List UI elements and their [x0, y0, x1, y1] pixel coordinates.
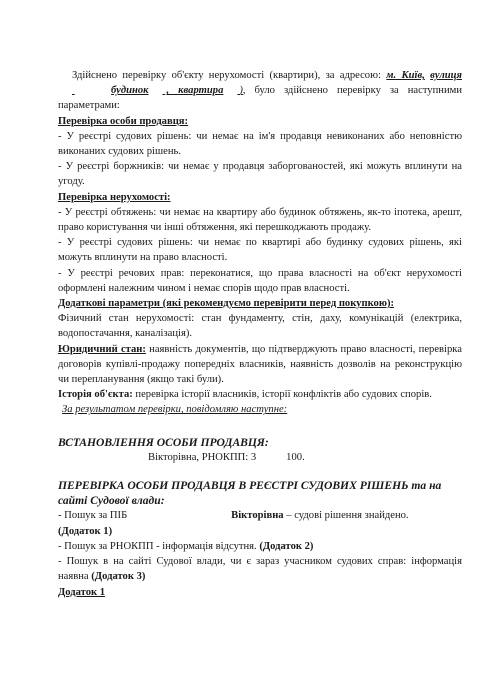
annex1-ref: (Додаток 1)	[58, 525, 113, 537]
property-check-item: - У реєстрі обтяжень: чи немає на квартиру або будинок обтяжень, як-то іпотека, арешт, право користування чи інші обтяження, які перешкоджають продажу.	[58, 206, 462, 234]
close-paren: )	[239, 85, 243, 97]
court-check-heading	[58, 478, 462, 508]
intro-text: Здійснено перевірку об'єкту нерухомості (квартири), за адресою:	[72, 70, 381, 81]
legal-state-paragraph	[58, 342, 462, 388]
history-paragraph	[58, 387, 462, 402]
property-check-item: - У реєстрі судових рішень: чи немає по квартирі або будинку судових рішень, які можуть вплинути на право власності.	[58, 237, 462, 264]
search-pib-label: - Пошук за ПІБ	[58, 510, 128, 522]
search-pib-result: – судові рішення знайдено.	[283, 510, 409, 522]
apartment-label: , квартира	[166, 85, 224, 97]
property-check-heading: Перевірка нерухомості:	[58, 191, 171, 203]
search-pib-name: Вікторівна	[231, 510, 284, 522]
building-label: будинок	[111, 85, 149, 97]
seller-check-heading: Перевірка особи продавця:	[58, 115, 189, 127]
results-intro: За результатом перевірки, повідомляю наступне:	[62, 404, 288, 416]
annex2-ref: (Додаток 2)	[256, 540, 314, 552]
search-court-text: - Пошук в на сайті Судової влади, чи є зараз учасником судових справ: інформація наявна	[58, 556, 462, 583]
apartment-blank	[223, 83, 239, 98]
search-pib-line	[58, 508, 462, 523]
identity-line	[58, 450, 462, 465]
history-label: Історія об'єкта:	[58, 389, 133, 401]
court-check-heading-tail: та на сайті Судової влади:	[58, 479, 442, 508]
document-page	[58, 68, 462, 600]
search-court-line	[58, 554, 462, 584]
physical-state: Фізичний стан нерухомості: стан фундаменту, стін, даху, комунікацій (електрика, водопостачання, каналізація).	[58, 313, 462, 340]
seller-check-item: - У реєстрі судових рішень: чи немає на ім'я продавця невиконаних або неповністю виконаних судових рішень.	[58, 130, 462, 158]
intro-after: , було здійснено перевірку за наступними параметрами:	[58, 85, 462, 112]
property-check-item: - У реєстрі речових прав: переконатися, що права власності на об'єкт нерухомості оформлені належним чином і немає спорів щодо прав власності.	[58, 267, 462, 294]
annex1-heading: Додаток 1	[58, 586, 106, 598]
identity-heading: ВСТАНОВЛЕННЯ ОСОБИ ПРОДАВЦЯ:	[58, 435, 269, 449]
search-rnokpp-text: - Пошук за РНОКПП - інформація відсутня.	[58, 540, 257, 552]
identity-redacted	[256, 450, 286, 465]
court-check-heading-main: ПЕРЕВІРКА ОСОБИ ПРОДАВЦЯ В РЕЄСТРІ СУДОВИХ РІШЕНЬ	[58, 479, 409, 493]
search-rnokpp-line	[58, 539, 462, 554]
seller-check-item: - У реєстрі боржників: чи немає у продавця заборгованостей, які можуть вплинути на угоду.	[58, 161, 462, 188]
annex3-ref: (Додаток 3)	[88, 571, 146, 583]
identity-part1: Вікторівна, РНОКПП: 3	[148, 451, 257, 463]
additional-heading: Додаткові параметри (які рекомендуємо перевірити перед покупкою):	[58, 298, 394, 310]
intro-paragraph	[58, 68, 462, 114]
pib-redacted	[127, 508, 231, 523]
city-text: м. Київ,	[386, 70, 425, 81]
street-blank	[58, 83, 102, 98]
street-label: вулиця	[430, 70, 462, 81]
legal-state-label: Юридичний стан:	[58, 343, 146, 355]
history-text: перевірка історії власників, історії конфліктів або судових спорів.	[132, 389, 432, 401]
building-blank	[149, 83, 167, 98]
identity-part2: 100.	[286, 451, 305, 463]
legal-state-text: наявність документів, що підтверджують право власності, перевірка договорів купівлі-продажу попередніх власників, наявність дозволів на реконструкцію чи перепланування (якщо такі були).	[58, 343, 462, 386]
